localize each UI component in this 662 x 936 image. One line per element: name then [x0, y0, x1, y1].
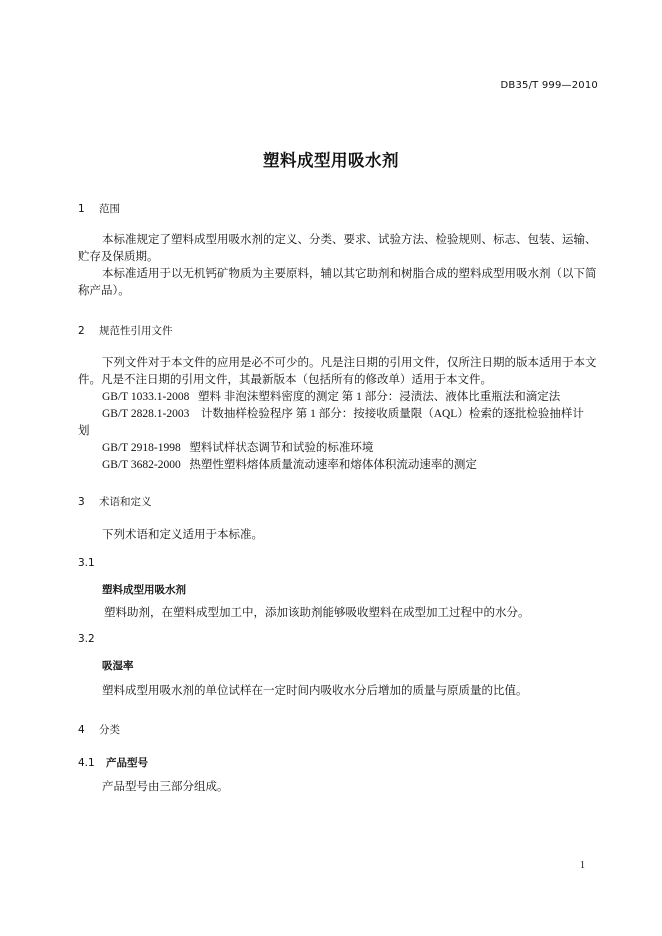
section-number: 3	[78, 496, 85, 508]
reference-code: GB/T 2918-1998	[102, 442, 181, 454]
subsection-text: 产品型号由三部分组成。	[102, 781, 229, 793]
term-definition: 塑料助剂，在塑料成型加工中，添加该助剂能够吸收塑料在成型加工过程中的水分。	[104, 607, 530, 619]
scope-paragraph-1: 本标准规定了塑料成型用吸水剂的定义、分类、要求、试验方法、检验规则、标志、包装、运输、贮存及保质期。	[78, 234, 597, 263]
section-number: 2	[78, 325, 85, 337]
section-heading-4	[78, 722, 120, 737]
subsection-number: 4.1	[78, 757, 95, 769]
scope-paragraph-2: 本标准适用于以无机钙矿物质为主要原料，辅以其它助剂和树脂合成的塑料成型用吸水剂（以下简称产品）。	[78, 268, 597, 297]
section-heading-3	[78, 494, 152, 509]
section-number: 1	[78, 203, 85, 215]
section-title: 规范性引用文件	[99, 325, 173, 337]
reference-continuation: 划	[78, 425, 90, 437]
reference-code: GB/T 3682-2000	[102, 459, 181, 471]
term-name: 塑料成型用吸水剂	[102, 584, 186, 596]
reference-title: 塑料试样状态调节和试验的标准环境	[189, 442, 374, 454]
reference-title: 热塑性塑料熔体质量流动速率和熔体体积流动速率的测定	[189, 459, 477, 471]
section-title: 术语和定义	[99, 496, 152, 508]
section-heading-1	[78, 201, 120, 216]
terms-intro: 下列术语和定义适用于本标准。	[102, 529, 263, 541]
section-number: 4	[78, 724, 85, 736]
section-title: 分类	[99, 724, 120, 736]
page-number: 1	[580, 860, 585, 871]
subsection-heading-4-1	[78, 755, 148, 770]
subsection-title: 产品型号	[106, 757, 148, 769]
term-number: 3.1	[78, 557, 95, 569]
section-heading-2	[78, 323, 173, 338]
term-number: 3.2	[78, 633, 95, 645]
reference-code: GB/T 2828.1-2003	[102, 408, 190, 420]
reference-item	[102, 389, 560, 406]
reference-item	[102, 457, 477, 474]
document-title: 塑料成型用吸水剂	[263, 151, 399, 170]
document-code: DB35/T 999—2010	[500, 80, 598, 91]
reference-title: 计数抽样检验程序 第 1 部分：按接收质量限（AQL）检索的逐批检验抽样计	[200, 408, 584, 420]
section-title: 范围	[99, 203, 120, 215]
reference-code: GB/T 1033.1-2008	[102, 391, 190, 403]
reference-title: 塑料 非泡沫塑料密度的测定 第 1 部分：浸渍法、液体比重瓶法和滴定法	[197, 391, 561, 403]
term-name: 吸湿率	[102, 660, 134, 672]
term-definition: 塑料成型用吸水剂的单位试样在一定时间内吸收水分后增加的质量与原质量的比值。	[102, 685, 528, 697]
reference-item	[102, 440, 373, 457]
reference-item	[102, 406, 584, 423]
references-intro: 下列文件对于本文件的应用是必不可少的。凡是注日期的引用文件，仅所注日期的版本适用于本文件。凡是不注日期的引用文件，其最新版本（包括所有的修改单）适用于本文件。	[78, 357, 597, 386]
